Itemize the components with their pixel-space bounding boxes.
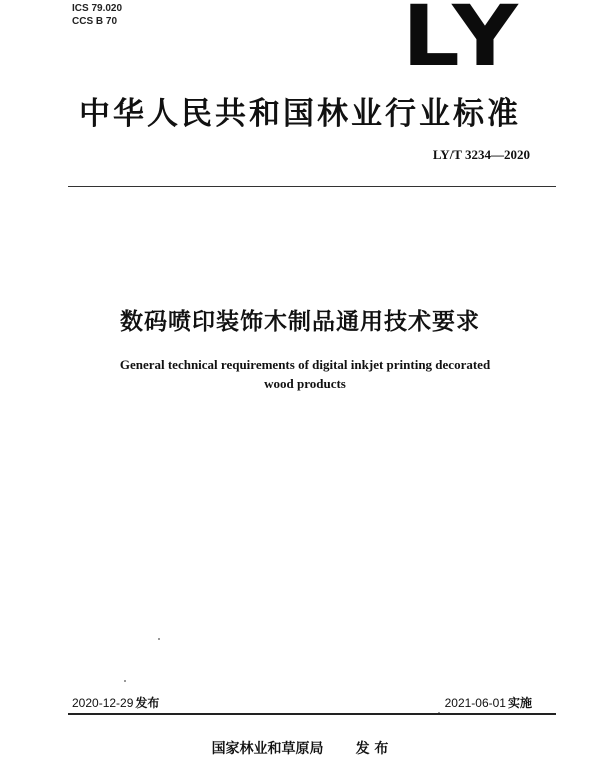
publish-label: 发 布 [355,741,389,757]
publisher-line [0,738,600,758]
scan-speck [158,638,160,640]
implement-label: 实施 [507,696,532,710]
issue-date [72,694,159,711]
document-title-en [90,355,520,393]
classification-codes [72,2,122,28]
implement-date-value: 2021-06-01 [444,696,506,710]
header-divider [68,186,556,187]
standard-number: LY/T 3234—2020 [432,147,530,162]
issue-date-value: 2020-12-29 [72,696,134,710]
issue-label: 发布 [135,696,160,710]
title-en-line-1: General technical requirements of digital inkjet printing decorated [119,357,491,372]
ics-code: ICS 79.020 [72,3,123,14]
publisher-name: 国家林业和草原局 [211,741,324,757]
standard-category-title: 中华人民共和国林业行业标准 [79,96,521,132]
ly-logo: LY [401,0,524,85]
ccs-code: CCS B 70 [72,16,118,27]
title-en-line-2: wood products [264,376,346,391]
implementation-date [445,694,532,711]
footer-divider [68,713,556,715]
document-title-cn: 数码喷印装饰木制品通用技术要求 [120,309,480,335]
scan-speck [124,680,126,682]
